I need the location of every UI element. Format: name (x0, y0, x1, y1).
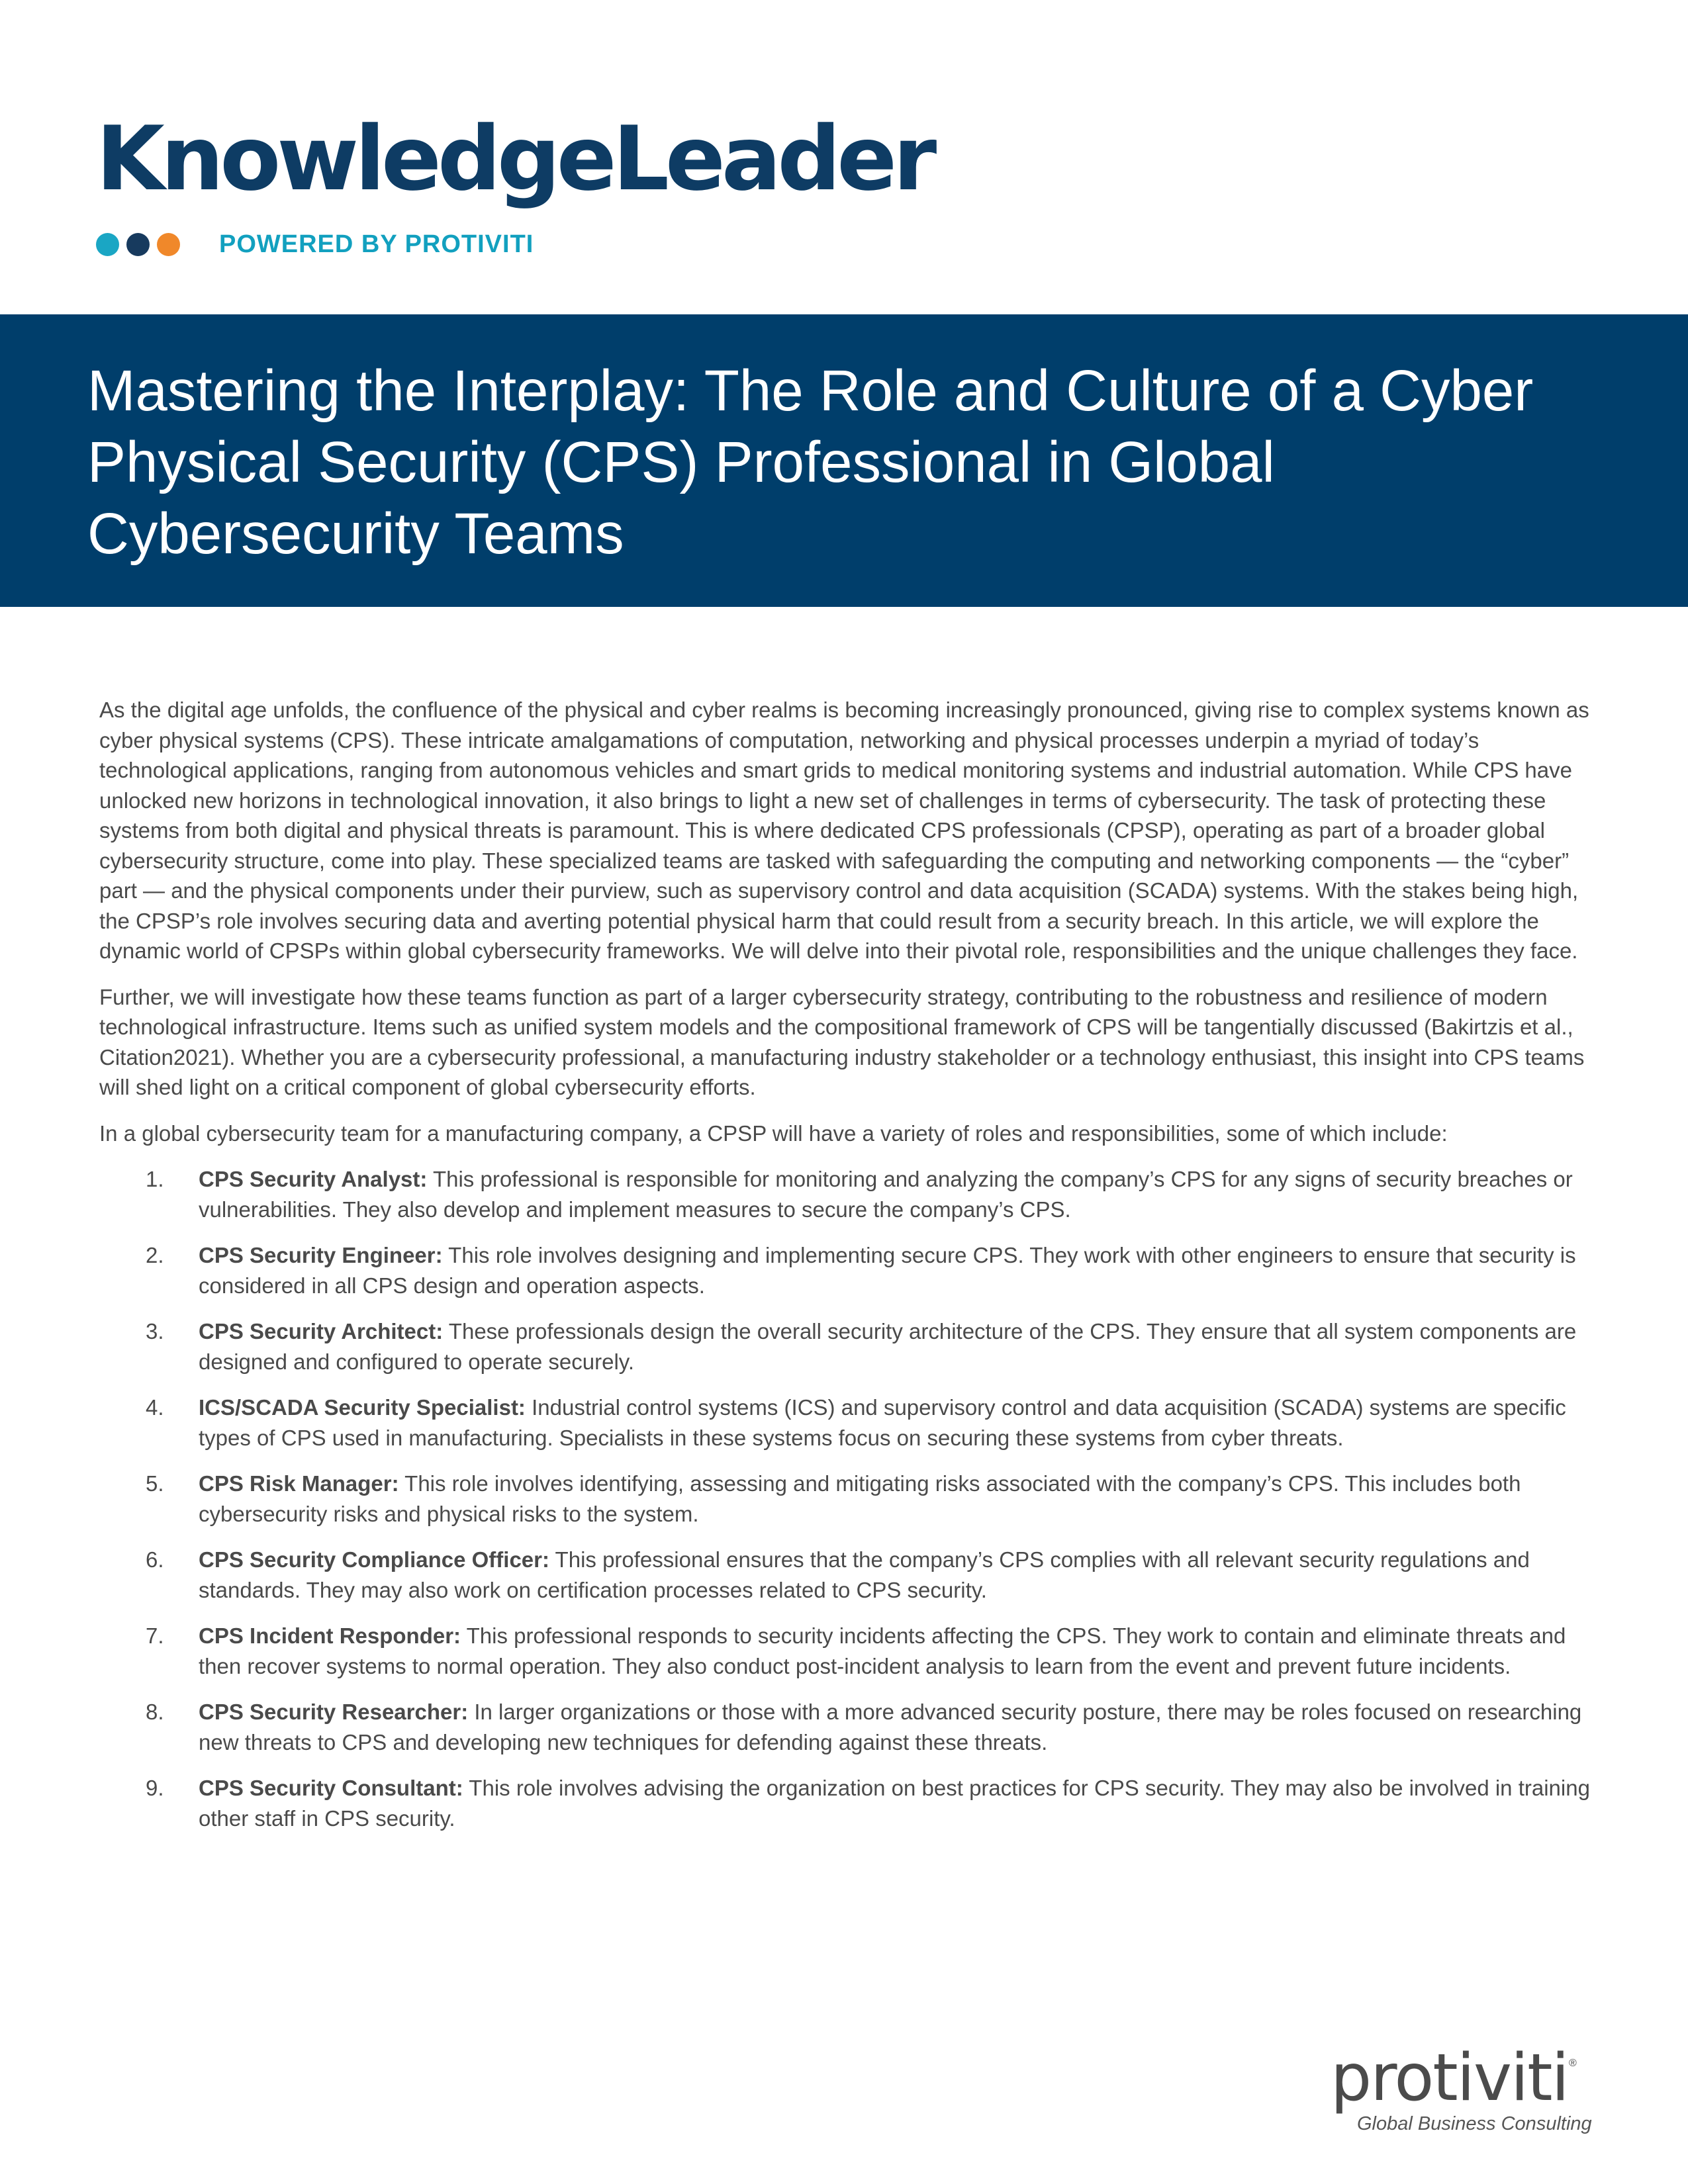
list-item-number: 1. (146, 1167, 164, 1191)
header (96, 107, 1155, 258)
list-item-title: CPS Security Engineer: (199, 1243, 443, 1267)
article-body (99, 695, 1595, 1849)
list-item-number: 8. (146, 1700, 164, 1724)
page-title: Mastering the Interplay: The Role and Culture of a Cyber Physical Security (CPS) Professional in Global Cybersecurity Teams (87, 359, 1534, 566)
list-item (99, 1392, 1595, 1453)
title-banner (0, 314, 1688, 607)
list-item (99, 1697, 1595, 1757)
protiviti-tagline: Global Business Consulting (1357, 2113, 1592, 2134)
list-item-title: CPS Security Consultant: (199, 1776, 463, 1800)
list-item-number: 9. (146, 1776, 164, 1800)
list-item (99, 1316, 1595, 1377)
protiviti-logo (1331, 2042, 1609, 2134)
list-item-text: In larger organizations or those with a more advanced security posture, there may be roles focused on researching new threats to CPS and developing new techniques for defending against these threats. (199, 1700, 1582, 1754)
list-item-title: ICS/SCADA Security Specialist: (199, 1395, 526, 1420)
list-item-number: 3. (146, 1319, 164, 1343)
list-item-text: This professional responds to security incidents affecting the CPS. They work to contain and eliminate threats and then recover systems to normal operation. They also conduct post-incident analysis to learn from the event and prevent future incidents. (199, 1623, 1566, 1678)
further-paragraph: Further, we will investigate how these teams function as part of a larger cybersecurity strategy, contributing to the robustness and resilience of modern technological infrastructure. Items such as unified system models and the compositional framework of CPS will be tangentially discussed (Bakirtzis et al., Citation2021). Whether you are a cybersecurity professional, a manufacturing industry stakeholder or a technology enthusiast, this insight into CPS teams will shed light on a critical component of global cybersecurity efforts. (99, 984, 1585, 1099)
navy-dot-icon (126, 233, 150, 256)
list-item-text: This professional ensures that the company’s CPS complies with all relevant security regulations and standards. They may also work on certification processes related to CPS security. (199, 1547, 1530, 1602)
list-item-number: 4. (146, 1395, 164, 1420)
list-item (99, 1773, 1595, 1833)
list-item-title: CPS Security Analyst: (199, 1167, 428, 1191)
roles-intro-paragraph: In a global cybersecurity team for a manufacturing company, a CPSP will have a variety of roles and responsibilities, some of which include: (99, 1120, 1448, 1146)
list-item-title: CPS Security Compliance Officer: (199, 1547, 549, 1572)
powered-by-label: POWERED BY PROTIVITI (219, 230, 534, 258)
intro-paragraph: As the digital age unfolds, the confluence of the physical and cyber realms is becoming increasingly pronounced, giving rise to complex systems known as cyber physical systems (CPS). These intricate amalgamations of computation, networking and physical processes underpin a myriad of today’s technological applications, ranging from autonomous vehicles and smart grids to medical monitoring systems and industrial automation. While CPS have unlocked new horizons in technological innovation, it also brings to light a new set of challenges in terms of cybersecurity. The task of protecting these systems from both digital and physical threats is paramount. This is where dedicated CPS professionals (CPSP), operating as part of a broader global cybersecurity structure, come into play. These specialized teams are tasked with safeguarding the computing and networking components — the “cyber” part — and the physical components under their purview, such as supervisory control and data acquisition (SCADA) systems. With the stakes being high, the CPSP’s role involves securing data and averting potential physical harm that could result from a security breach. In this article, we will explore the dynamic world of CPSPs within global cybersecurity frameworks. We will delve into their pivotal role, responsibilities and the unique challenges they face. (99, 698, 1589, 963)
list-item (99, 1621, 1595, 1681)
list-item-text: This role involves identifying, assessing and mitigating risks associated with the company’s CPS. This includes both cybersecurity risks and physical risks to the system. (199, 1471, 1521, 1526)
list-item-text: Industrial control systems (ICS) and supervisory control and data acquisition (SCADA) systems are specific types of CPS used in manufacturing. Specialists in these systems focus on securing these systems from cyber threats. (199, 1395, 1566, 1450)
list-item (99, 1240, 1595, 1300)
protiviti-wordmark: protiviti (1331, 2040, 1568, 2116)
list-item-title: CPS Security Researcher: (199, 1700, 469, 1724)
list-item-title: CPS Incident Responder: (199, 1623, 461, 1648)
orange-dot-icon (157, 233, 180, 256)
list-item-number: 6. (146, 1547, 164, 1572)
roles-list (99, 1164, 1595, 1833)
list-item-number: 7. (146, 1623, 164, 1648)
powered-by-row (96, 228, 534, 260)
list-item-title: CPS Risk Manager: (199, 1471, 399, 1496)
list-item-title: CPS Security Architect: (199, 1319, 444, 1343)
list-item-number: 2. (146, 1243, 164, 1267)
list-item (99, 1469, 1595, 1529)
list-item (99, 1164, 1595, 1224)
list-item-text: This role involves designing and implementing secure CPS. They work with other engineers to ensure that security is considered in all CPS design and operation aspects. (199, 1243, 1576, 1298)
list-item-number: 5. (146, 1471, 164, 1496)
knowledgeleader-logo: KnowledgeLeader (96, 107, 933, 210)
list-item-text: This role involves advising the organization on best practices for CPS security. They may also be involved in training other staff in CPS security. (199, 1776, 1590, 1831)
list-item (99, 1545, 1595, 1605)
teal-dot-icon (96, 233, 119, 256)
list-item-text: This professional is responsible for monitoring and analyzing the company’s CPS for any signs of security breaches or vulnerabilities. They also develop and implement measures to secure the company’s CPS. (199, 1167, 1573, 1222)
list-item-text: These professionals design the overall security architecture of the CPS. They ensure that all system components are designed and configured to operate securely. (199, 1319, 1577, 1374)
registered-mark: ® (1569, 2058, 1577, 2069)
